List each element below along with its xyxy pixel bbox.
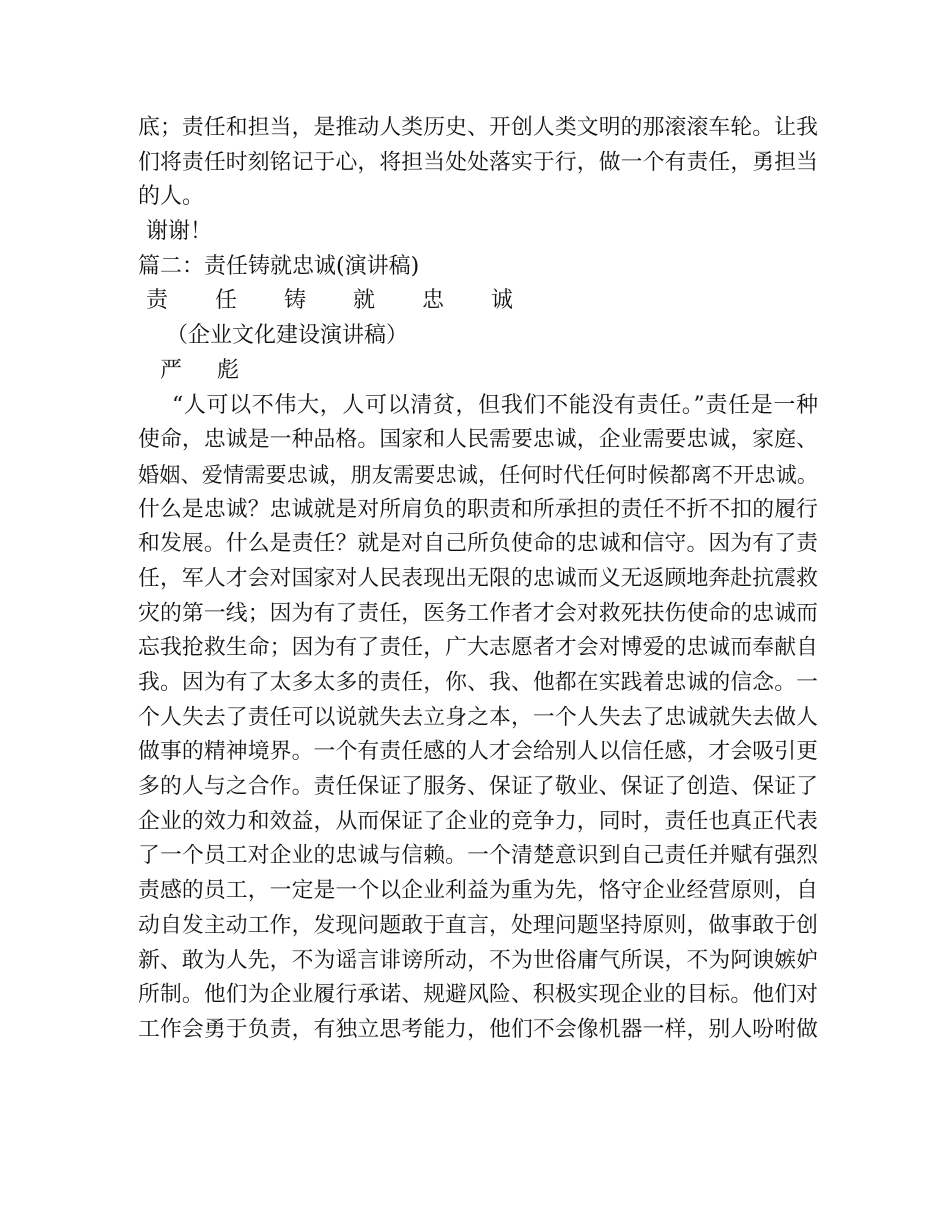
text-line: 灾的第一线；因为有了责任，医务工作者才会对救死扶伤使命的忠诚而 — [138, 600, 818, 626]
document-body — [138, 111, 818, 1048]
text-line: 使命，忠诚是一种品格。国家和人民需要忠诚，企业需要忠诚，家庭、 — [138, 427, 818, 453]
text-line: 企业的效力和效益，从而保证了企业的竞争力，同时，责任也真正代表 — [138, 808, 818, 834]
text-line: 底；责任和担当，是推动人类历史、开创人类文明的那滚滚车轮。让我 — [138, 115, 818, 140]
text-line: 的人。 — [138, 184, 205, 210]
text-line: 婚姻、爱情需要忠诚，朋友需要忠诚，任何时代任何时候都离不开忠诚。 — [138, 461, 818, 487]
text-line: 什么是忠诚？忠诚就是对所肩负的职责和所承担的责任不折不扣的履行 — [138, 496, 818, 522]
text-line: 所制。他们为企业履行承诺、规避风险、积极实现企业的目标。他们对 — [138, 982, 818, 1008]
text-line: 新、敢为人先，不为谣言诽谤所动，不为世俗庸气所误，不为阿谀嫉妒 — [138, 947, 818, 973]
text-line: 和发展。什么是责任？就是对自己所负使命的忠诚和信守。因为有了责 — [138, 531, 818, 557]
text-line: 多的人与之合作。责任保证了服务、保证了敬业、保证了创造、保证了 — [138, 774, 818, 800]
text-line: 动自发主动工作，发现问题敢于直言，处理问题坚持原则，做事敢于创 — [138, 912, 818, 938]
text-line: 了一个员工对企业的忠诚与信赖。一个清楚意识到自己责任并赋有强烈 — [138, 843, 818, 869]
text-line: 责感的员工，一定是一个以企业利益为重为先，恪守企业经营原则，自 — [138, 878, 818, 904]
text-line: 们将责任时刻铭记于心，将担当处处落实于行，做一个有责任，勇担当 — [138, 149, 818, 175]
closing-thanks: 谢谢！ — [146, 219, 213, 245]
text-line: 工作会勇于负责，有独立思考能力，他们不会像机器一样，别人吩咐做 — [138, 1016, 818, 1042]
speech-subtitle: （企业文化建设演讲稿） — [166, 323, 409, 349]
text-line: 忘我抢救生命；因为有了责任，广大志愿者才会对博爱的忠诚而奉献自 — [138, 635, 818, 661]
text-line: “人可以不伟大，人可以清贫，但我们不能没有责任。”责任是一种 — [172, 392, 818, 418]
speech-author: 严 彪 — [160, 357, 253, 383]
text-line: 任，军人才会对国家对人民表现出无限的忠诚而义无返顾地奔赴抗震救 — [138, 565, 818, 591]
section-heading: 篇二：责任铸就忠诚(演讲稿) — [138, 253, 420, 279]
text-line: 个人失去了责任可以说就失去立身之本，一个人失去了忠诚就失去做人 — [138, 704, 818, 730]
text-line: 做事的精神境界。一个有责任感的人才会给别人以信任感，才会吸引更 — [138, 739, 818, 765]
text-line: 我。因为有了太多太多的责任，你、我、他都在实践着忠诚的信念。一 — [138, 670, 818, 695]
speech-title: 责 任 铸 就 忠 诚 — [146, 288, 533, 314]
